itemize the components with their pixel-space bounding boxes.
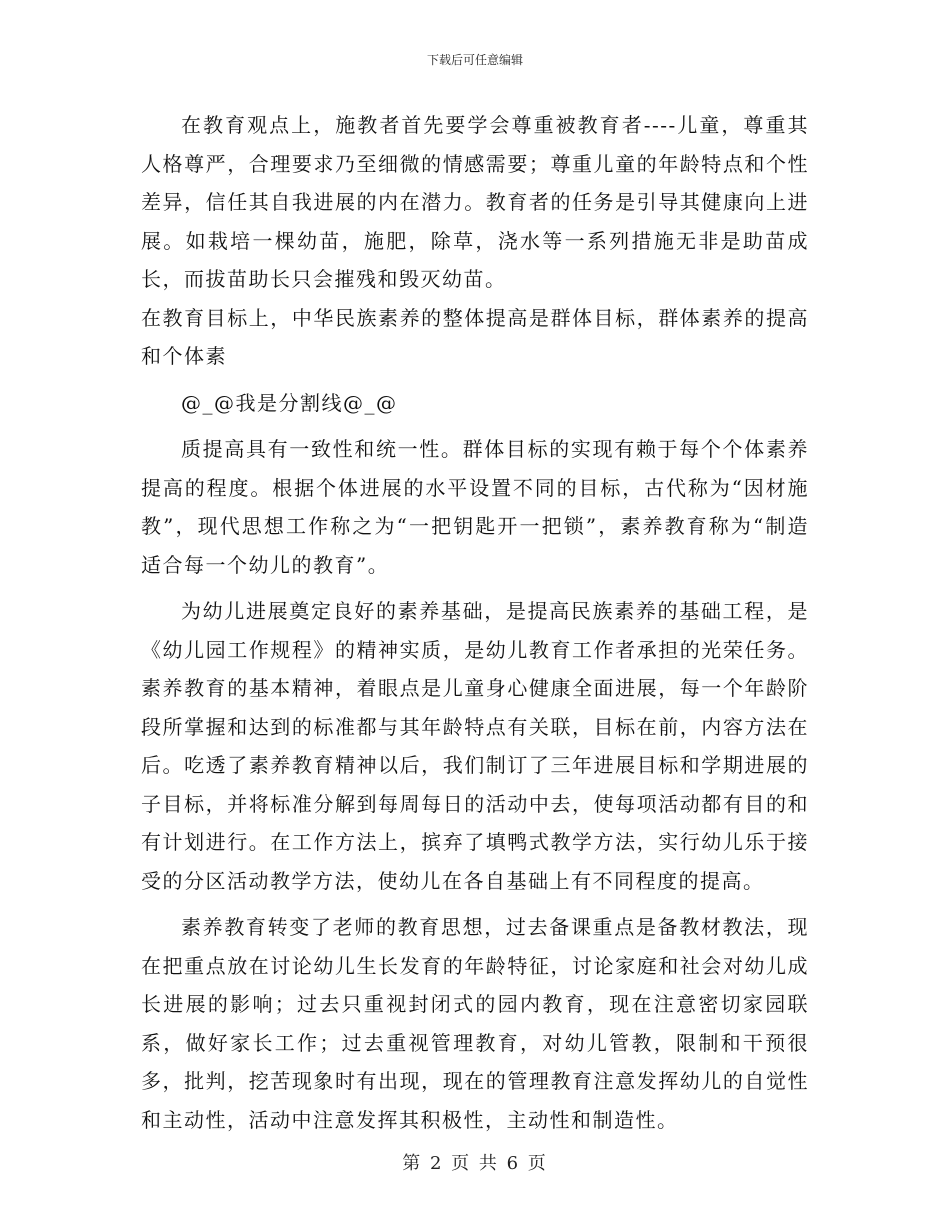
- page-number-footer: 第 2 页 共 6 页: [402, 1153, 548, 1174]
- document-body: [141, 106, 809, 1139]
- paragraph-education-goal: 在教育目标上，中华民族素养的整体提高是群体目标，群体素养的提高和个体素: [141, 305, 809, 368]
- paragraph-foundation: 为幼儿进展奠定良好的素养基础，是提高民族素养的基础工程，是《幼儿园工作规程》的精神实质，是幼儿教育工作者承担的光荣任务。素养教育的基本精神，着眼点是儿童身心健康全面进展，每一个年龄阶段所掌握和达到的标准都与其年龄特点有关联，目标在前，内容方法在后。吃透了素养教育精神以后，我们制订了三年进展目标和学期进展的子目标，并将标准分解到每周每日的活动中去，使每项活动都有目的和有计划进行。在工作方法上，摈弃了填鸭式教学方法，实行幼儿乐于接受的分区活动教学方法，使幼儿在各自基础上有不同程度的提高。: [141, 599, 809, 893]
- paragraph-education-view: 在教育观点上，施教者首先要学会尊重被教育者----儿童，尊重其人格尊严，合理要求乃至细微的情感需要；尊重儿童的年龄特点和个性差异，信任其自我进展的内在潜力。教育者的任务是引导其健康向上进展。如栽培一棵幼苗，施肥，除草，浇水等一系列措施无非是助苗成长，而拔苗助长只会摧残和毁灭幼苗。: [141, 113, 809, 291]
- paragraph-quality-consistency: 质提高具有一致性和统一性。群体目标的实现有赖于每个个体素养提高的程度。根据个体进展的水平设置不同的目标，古代称为“因材施教”，现代思想工作称之为“一把钥匙开一把锁”，素养教育称为“制造适合每一个幼儿的教育”。: [141, 437, 809, 577]
- paragraph-teacher-change: 素养教育转变了老师的教育思想，过去备课重点是备教材教法，现在把重点放在讨论幼儿生长发育的年龄特征，讨论家庭和社会对幼儿成长进展的影响；过去只重视封闭式的园内教育，现在注意密切家园联系，做好家长工作；过去重视管理教育，对幼儿管教，限制和干预很多，批判，挖苦现象时有出现，现在的管理教育注意发挥幼儿的自觉性和主动性，活动中注意发挥其积极性，主动性和制造性。: [141, 915, 809, 1132]
- divider-text: @_@我是分割线@_@: [181, 390, 398, 415]
- page-header-note: 下载后可任意编辑: [426, 53, 523, 67]
